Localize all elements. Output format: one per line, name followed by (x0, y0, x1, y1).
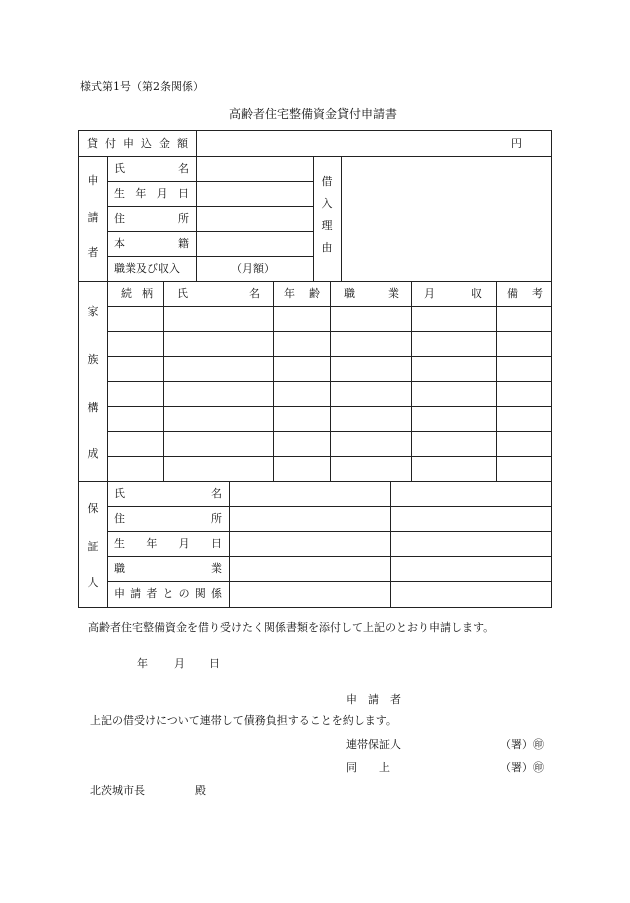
guarantor-birthdate-label (114, 538, 222, 549)
family-header-occupation-char: 職 (344, 287, 355, 300)
family-cell[interactable] (164, 357, 273, 381)
guarantor-value1-field[interactable] (230, 532, 390, 556)
applicant-domicile-label-char: 籍 (178, 237, 189, 250)
guarantor-value1-field[interactable] (230, 507, 390, 531)
family-header-age (284, 288, 320, 299)
addressee: 北茨城市長 (90, 784, 145, 797)
family-cell[interactable] (164, 332, 273, 356)
guarantor-value1-field[interactable] (230, 582, 390, 606)
loan-amount-label-char: 貸 (87, 137, 98, 150)
family-cell[interactable] (108, 432, 163, 456)
applicant-name-label-char: 名 (178, 162, 189, 175)
family-cell[interactable] (497, 457, 551, 481)
family-header-occupation (344, 288, 399, 299)
reason-char-4: 由 (321, 241, 333, 254)
family-cell[interactable] (164, 407, 273, 431)
family-header-income-char: 月 (424, 287, 435, 300)
family-header-occupation-char: 業 (388, 287, 399, 300)
guarantor-relationship-label-char: 請 (130, 587, 142, 600)
family-cell[interactable] (412, 307, 496, 331)
family-cell[interactable] (412, 407, 496, 431)
guarantor-value2-field[interactable] (391, 582, 551, 606)
family-cell[interactable] (274, 357, 330, 381)
guarantor-birthdate-label-char: 年 (146, 537, 158, 550)
family-cell[interactable] (164, 382, 273, 406)
applicant-section-char-2: 請 (87, 211, 99, 224)
family-cell[interactable] (497, 332, 551, 356)
family-header-name-char: 氏 (177, 287, 188, 300)
guarantor-address-label (114, 513, 222, 524)
guarantor-relationship-label-char: 者 (146, 587, 158, 600)
applicant-signature-label: 申 請 者 (346, 693, 401, 706)
joint-guarantor-seal: （署）㊞ (500, 738, 544, 751)
guarantor-birthdate-label-char: 日 (210, 537, 222, 550)
family-cell[interactable] (108, 407, 163, 431)
applicant-name-label-char: 氏 (114, 162, 125, 175)
family-cell[interactable] (274, 457, 330, 481)
loan-amount-label-char: 額 (177, 137, 188, 150)
guarantee-statement: 上記の借受けについて連帯して債務負担することを約します。 (90, 714, 397, 727)
family-cell[interactable] (497, 307, 551, 331)
applicant-name-field[interactable] (197, 157, 312, 181)
guarantor-relationship-label-char: 関 (194, 587, 206, 600)
date-month: 月 (174, 657, 185, 670)
joint-guarantor-label: 連帯保証人 (346, 738, 401, 751)
guarantor-section-char-2: 証 (87, 540, 99, 553)
same-label: 同 上 (346, 761, 390, 774)
loan-amount-label-char: 込 (141, 137, 152, 150)
guarantor-relationship-label-char: 申 (114, 587, 125, 600)
monthly-note: （月額） (231, 262, 275, 275)
family-cell[interactable] (108, 357, 163, 381)
family-cell[interactable] (331, 407, 411, 431)
applicant-domicile-label (114, 238, 189, 249)
guarantor-value1-field[interactable] (230, 482, 390, 506)
applicant-address-field[interactable] (197, 207, 312, 231)
yen-unit: 円 (511, 137, 522, 150)
applicant-birthdate-label-char: 生 (114, 187, 125, 200)
family-cell[interactable] (497, 407, 551, 431)
family-cell[interactable] (274, 332, 330, 356)
family-cell[interactable] (497, 432, 551, 456)
loan-amount-field[interactable] (197, 132, 507, 155)
family-cell[interactable] (331, 307, 411, 331)
family-header-relation-char: 柄 (142, 287, 153, 300)
applicant-address-label-char: 所 (178, 212, 189, 225)
same-seal: （署）㊞ (500, 761, 544, 774)
family-cell[interactable] (497, 357, 551, 381)
family-header-relation-char: 続 (121, 287, 132, 300)
family-header-income-char: 収 (471, 287, 482, 300)
family-cell[interactable] (108, 332, 163, 356)
date-day: 日 (209, 657, 220, 670)
applicant-section-char-3: 者 (87, 246, 99, 259)
guarantor-relationship-label-char: 係 (210, 587, 222, 600)
guarantor-birthdate-label-char: 生 (114, 537, 125, 550)
guarantor-section-char-1: 保 (87, 502, 99, 515)
family-cell[interactable] (331, 382, 411, 406)
applicant-birthdate-field[interactable] (197, 182, 312, 206)
family-section-char-2: 族 (87, 353, 99, 366)
family-cell[interactable] (164, 307, 273, 331)
family-header-name-char: 名 (249, 287, 260, 300)
applicant-birthdate-label-char: 年 (135, 187, 147, 200)
family-cell[interactable] (331, 357, 411, 381)
family-cell[interactable] (412, 432, 496, 456)
guarantor-section-char-3: 人 (87, 576, 99, 589)
family-header-notes-char: 考 (532, 287, 543, 300)
family-cell[interactable] (164, 432, 273, 456)
guarantor-address-label-char: 所 (211, 512, 222, 525)
guarantor-name-label-char: 氏 (114, 487, 125, 500)
guarantor-value2-field[interactable] (391, 482, 551, 506)
guarantor-name-label (114, 488, 222, 499)
family-header-age-char: 齢 (309, 287, 320, 300)
guarantor-birthdate-label-char: 月 (178, 537, 190, 550)
application-table (78, 130, 552, 608)
guarantor-occupation-label-char: 業 (211, 562, 222, 575)
family-cell[interactable] (412, 332, 496, 356)
family-cell[interactable] (274, 382, 330, 406)
family-cell[interactable] (331, 432, 411, 456)
loan-amount-label-char: 金 (159, 137, 170, 150)
family-cell[interactable] (331, 332, 411, 356)
date-year: 年 (137, 657, 148, 670)
guarantor-address-label-char: 住 (114, 512, 125, 525)
family-cell[interactable] (412, 357, 496, 381)
applicant-birthdate-label-char: 月 (156, 187, 168, 200)
family-cell[interactable] (108, 457, 163, 481)
guarantor-value1-field[interactable] (230, 557, 390, 581)
family-cell[interactable] (274, 407, 330, 431)
reason-field[interactable] (342, 157, 550, 281)
guarantor-occupation-label (114, 563, 222, 574)
honorific: 殿 (195, 784, 206, 797)
guarantor-name-label-char: 名 (211, 487, 222, 500)
applicant-section-char-1: 申 (87, 174, 99, 187)
loan-amount-label (87, 138, 188, 149)
reason-char-1: 借 (321, 175, 333, 188)
guarantor-occupation-label-char: 職 (114, 562, 125, 575)
family-header-notes (507, 288, 543, 299)
applicant-birthdate-label-char: 日 (177, 187, 189, 200)
family-cell[interactable] (412, 457, 496, 481)
family-cell[interactable] (331, 457, 411, 481)
family-cell[interactable] (274, 432, 330, 456)
family-cell[interactable] (164, 457, 273, 481)
applicant-domicile-field[interactable] (197, 232, 312, 256)
family-header-name (177, 288, 260, 299)
guarantor-relationship-label-char: と (162, 587, 174, 600)
guarantor-relationship-label (114, 588, 222, 599)
family-header-relation (121, 288, 153, 299)
form-number: 様式第1号（第2条関係） (80, 80, 204, 93)
loan-amount-label-char: 申 (123, 137, 134, 150)
family-header-age-char: 年 (284, 287, 295, 300)
guarantor-value2-field[interactable] (391, 532, 551, 556)
family-section-char-1: 家 (87, 305, 99, 318)
guarantor-value2-field[interactable] (391, 507, 551, 531)
guarantor-value2-field[interactable] (391, 557, 551, 581)
loan-amount-label-char: 付 (105, 137, 116, 150)
reason-char-3: 理 (321, 219, 333, 232)
applicant-address-label-char: 住 (114, 212, 125, 225)
applicant-occupation-label: 職業及び収入 (114, 262, 180, 275)
reason-char-2: 入 (321, 197, 333, 210)
family-cell[interactable] (412, 382, 496, 406)
guarantor-relationship-label-char: の (178, 587, 190, 600)
form-title: 高齢者住宅整備資金貸付申請書 (229, 107, 398, 121)
family-cell[interactable] (108, 307, 163, 331)
family-cell[interactable] (108, 382, 163, 406)
family-section-char-4: 成 (87, 447, 99, 460)
family-cell[interactable] (497, 382, 551, 406)
family-section-char-3: 構 (87, 401, 99, 414)
family-header-notes-char: 備 (507, 287, 518, 300)
applicant-address-label (114, 213, 189, 224)
applicant-domicile-label-char: 本 (114, 237, 125, 250)
applicant-birthdate-label (114, 188, 189, 199)
application-statement: 高齢者住宅整備資金を借り受けたく関係書類を添付して上記のとおり申請します。 (88, 621, 495, 634)
family-cell[interactable] (274, 307, 330, 331)
applicant-name-label (114, 163, 189, 174)
family-header-income (424, 288, 482, 299)
